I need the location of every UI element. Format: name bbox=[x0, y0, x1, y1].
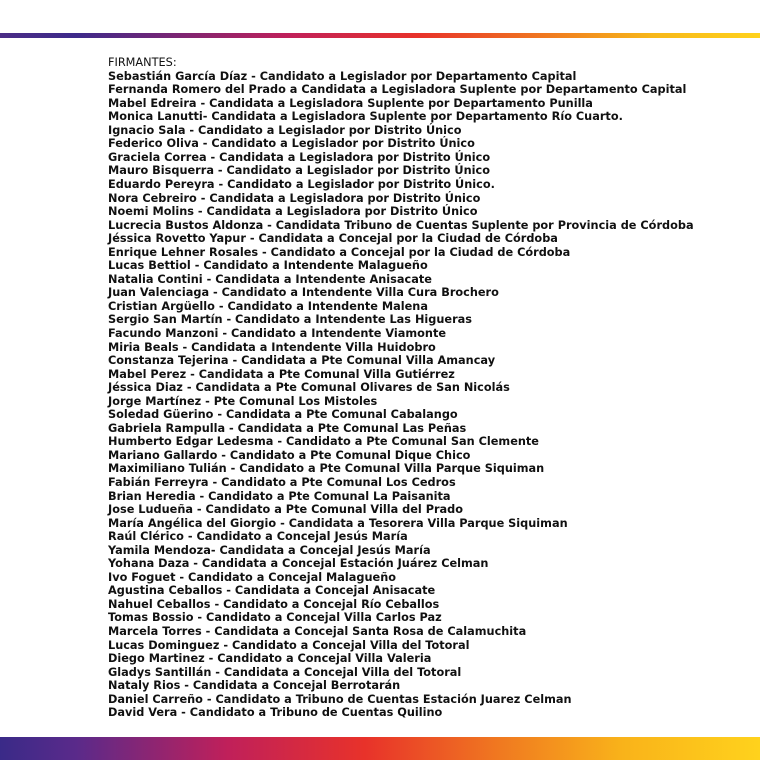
signer-line: Gladys Santillán - Candidata a Concejal Villa del Totoral bbox=[108, 665, 462, 679]
signer-line: Nataly Rios - Candidata a Concejal Berrotarán bbox=[108, 679, 401, 693]
signer-line: Ivo Foguet - Candidato a Concejal Malagueño bbox=[108, 570, 397, 584]
signer-line: Lucrecia Bustos Aldonza - Candidata Tribuno de Cuentas Suplente por Provincia de Córdoba bbox=[108, 218, 694, 232]
signer-line: Nora Cebreiro - Candidata a Legisladora por Distrito Único bbox=[108, 191, 481, 205]
signer-line: Natalia Contini - Candidata a Intendente Anisacate bbox=[108, 272, 432, 286]
signer-line: Mariano Gallardo - Candidato a Pte Comunal Dique Chico bbox=[108, 448, 471, 462]
signer-line: Jorge Martínez - Pte Comunal Los Mistoles bbox=[108, 394, 378, 408]
signer-line: Jéssica Rovetto Yapur - Candidata a Concejal por la Ciudad de Córdoba bbox=[108, 232, 558, 246]
signer-line: Fernanda Romero del Prado a Candidata a Legisladora Suplente por Departamento Capital bbox=[108, 83, 687, 97]
signer-line: Humberto Edgar Ledesma - Candidato a Pte Comunal San Clemente bbox=[108, 435, 539, 449]
bottom-gradient-bar bbox=[0, 737, 760, 760]
signer-line: Jose Ludueña - Candidato a Pte Comunal Villa del Prado bbox=[108, 503, 464, 517]
signer-line: Sergio San Martín - Candidato a Intendente Las Higueras bbox=[108, 313, 472, 327]
signer-line: Raúl Clérico - Candidato a Concejal Jesús María bbox=[108, 530, 408, 544]
signer-line: Ignacio Sala - Candidato a Legislador por Distrito Único bbox=[108, 123, 462, 137]
signer-line: Tomas Bossio - Candidato a Concejal Villa Carlos Paz bbox=[108, 611, 442, 625]
signer-line: Lucas Bettiol - Candidato a Intendente Malagueño bbox=[108, 259, 428, 273]
signer-line: Mauro Bisquerra - Candidato a Legislador por Distrito Único bbox=[108, 164, 490, 178]
signers-document bbox=[108, 56, 748, 720]
signer-line: Yohana Daza - Candidata a Concejal Estación Juárez Celman bbox=[108, 557, 489, 571]
signer-line: Juan Valenciaga - Candidato a Intendente Villa Cura Brochero bbox=[108, 286, 499, 300]
signers-list bbox=[108, 70, 748, 720]
signer-line: Daniel Carreño - Candidato a Tribuno de Cuentas Estación Juarez Celman bbox=[108, 692, 572, 706]
signer-line: Monica Lanutti- Candidata a Legisladora Suplente por Departamento Río Cuarto. bbox=[108, 110, 623, 124]
signer-line: Diego Martinez - Candidato a Concejal Villa Valeria bbox=[108, 652, 432, 666]
signer-line: Gabriela Rampulla - Candidata a Pte Comunal Las Peñas bbox=[108, 421, 467, 435]
signer-line: Miria Beals - Candidata a Intendente Villa Huidobro bbox=[108, 340, 436, 354]
signer-line: Soledad Güerino - Candidata a Pte Comunal Cabalango bbox=[108, 408, 458, 422]
signer-line: Constanza Tejerina - Candidata a Pte Comunal Villa Amancay bbox=[108, 354, 496, 368]
signer-line: María Angélica del Giorgio - Candidata a Tesorera Villa Parque Siquiman bbox=[108, 516, 568, 530]
signer-line: Facundo Manzoni - Candidato a Intendente Viamonte bbox=[108, 326, 447, 340]
signer-line: Marcela Torres - Candidata a Concejal Santa Rosa de Calamuchita bbox=[108, 625, 527, 639]
signer-line: Nahuel Ceballos - Candidato a Concejal Río Ceballos bbox=[108, 597, 440, 611]
signer-line: Yamila Mendoza- Candidata a Concejal Jesús María bbox=[108, 543, 431, 557]
signer-line: Sebastián García Díaz - Candidato a Legislador por Departamento Capital bbox=[108, 69, 577, 83]
signers-heading: FIRMANTES: bbox=[108, 56, 177, 69]
signer-line: David Vera - Candidato a Tribuno de Cuentas Quilino bbox=[108, 706, 443, 720]
signer-line: Cristian Argüello - Candidato a Intendente Malena bbox=[108, 299, 428, 313]
signer-line: Agustina Ceballos - Candidata a Concejal Anisacate bbox=[108, 584, 436, 598]
signer-line: Brian Heredia - Candidato a Pte Comunal La Paisanita bbox=[108, 489, 451, 503]
signer-line: Mabel Perez - Candidata a Pte Comunal Villa Gutiérrez bbox=[108, 367, 455, 381]
signer-line: Federico Oliva - Candidato a Legislador por Distrito Único bbox=[108, 137, 475, 151]
signer-line: Jéssica Diaz - Candidata a Pte Comunal Olivares de San Nicolás bbox=[108, 381, 510, 395]
signer-line: Enrique Lehner Rosales - Candidato a Concejal por la Ciudad de Córdoba bbox=[108, 245, 571, 259]
signer-line: Lucas Dominguez - Candidato a Concejal Villa del Totoral bbox=[108, 638, 470, 652]
signer-line: Noemi Molins - Candidata a Legisladora por Distrito Único bbox=[108, 205, 478, 219]
signer-line: Fabián Ferreyra - Candidato a Pte Comunal Los Cedros bbox=[108, 476, 456, 489]
signer-line: Eduardo Pereyra - Candidato a Legislador por Distrito Único. bbox=[108, 177, 495, 191]
signer-line: Maximiliano Tulián - Candidato a Pte Comunal Villa Parque Siquiman bbox=[108, 462, 545, 476]
signer-line: Mabel Edreira - Candidata a Legisladora Suplente por Departamento Punilla bbox=[108, 96, 593, 110]
top-gradient-bar bbox=[0, 33, 760, 38]
signer-line: Graciela Correa - Candidata a Legisladora por Distrito Único bbox=[108, 150, 491, 164]
